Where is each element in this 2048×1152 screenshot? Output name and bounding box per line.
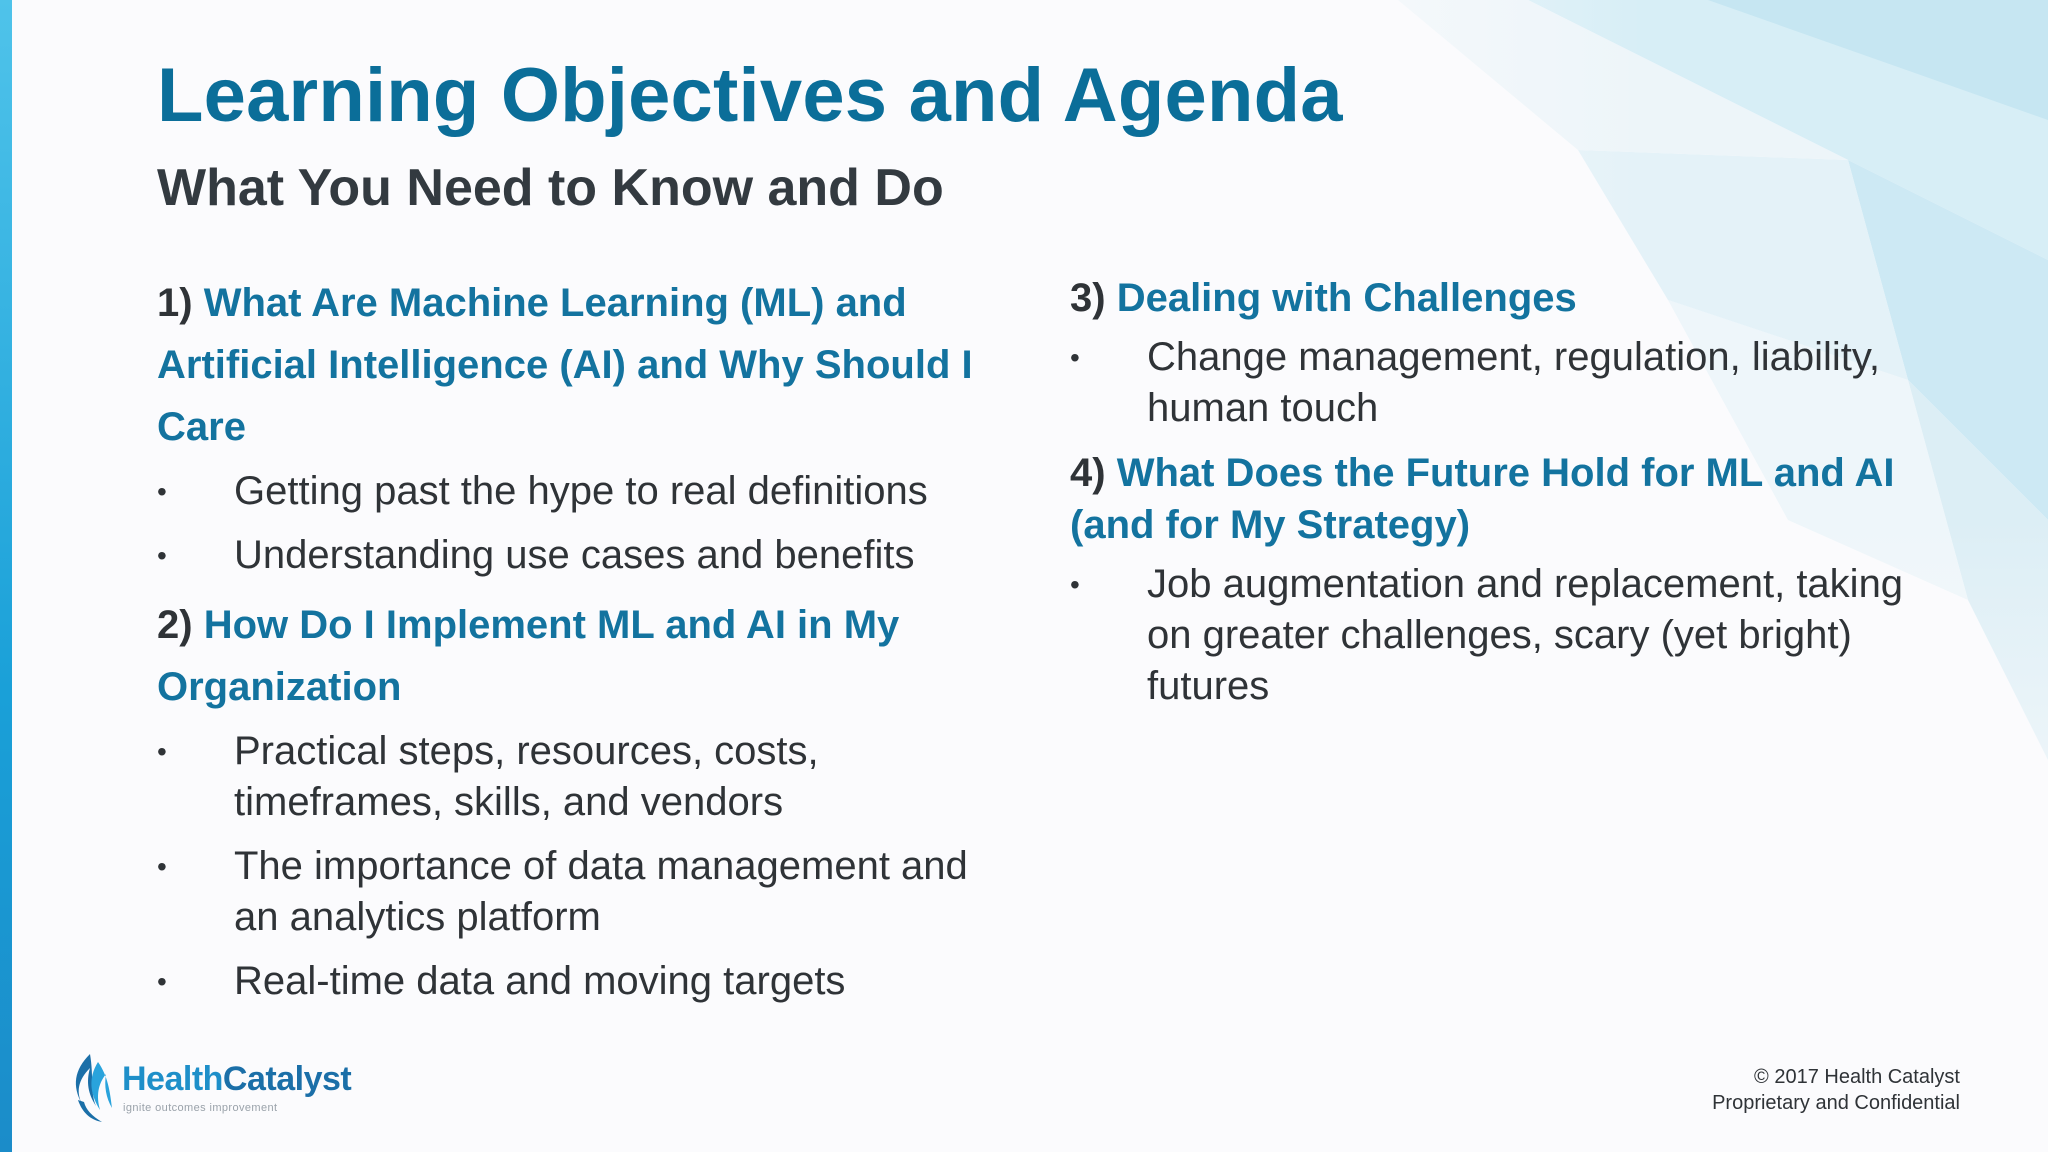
section-title: What Does the Future Hold for ML and AI (and for My Strategy) <box>1070 451 1895 547</box>
bullet-icon: • <box>1070 342 1080 373</box>
section-heading-1 <box>157 272 1007 458</box>
list-item <box>1070 559 1930 712</box>
bullet-text: The importance of data management and an analytics platform <box>234 844 968 939</box>
bullet-icon: • <box>157 851 167 882</box>
bullet-text: Change management, regulation, liability, human touch <box>1147 335 1881 430</box>
section-heading-3 <box>1070 272 1930 324</box>
section-title: What Are Machine Learning (ML) and Artificial Intelligence (AI) and Why Should I Care <box>157 281 973 449</box>
list-item <box>157 841 1007 943</box>
logo-tagline: ignite outcomes improvement <box>123 1102 278 1114</box>
list-item <box>1070 332 1930 434</box>
flame-icon <box>68 1052 116 1124</box>
bullet-list-4 <box>1070 559 1930 712</box>
accent-bar <box>0 0 12 1152</box>
bullet-icon: • <box>157 736 167 767</box>
slide-subtitle: What You Need to Know and Do <box>157 159 944 217</box>
section-heading-4 <box>1070 447 1930 551</box>
footer-notice <box>1712 1064 1960 1116</box>
health-catalyst-logo <box>68 1052 368 1122</box>
logo-wordmark <box>122 1060 351 1099</box>
section-number: 3) <box>1070 276 1117 320</box>
bullet-icon: • <box>157 966 167 997</box>
section-number: 4) <box>1070 451 1117 495</box>
bullet-list-1 <box>157 466 1007 581</box>
list-item <box>157 726 1007 828</box>
bullet-text: Practical steps, resources, costs, timeframes, skills, and vendors <box>234 729 819 824</box>
bullet-text: Job augmentation and replacement, taking on greater challenges, scary (yet bright) futures <box>1147 562 1904 708</box>
list-item <box>157 956 1007 1007</box>
agenda-column-right <box>1070 272 1930 725</box>
section-number: 1) <box>157 281 204 325</box>
bullet-icon: • <box>157 540 167 571</box>
section-number: 2) <box>157 603 204 647</box>
bullet-text: Getting past the hype to real definitions <box>234 469 928 513</box>
section-heading-2 <box>157 594 1007 718</box>
logo-name-catalyst: Catalyst <box>222 1060 352 1098</box>
confidential-text: Proprietary and Confidential <box>1712 1092 1960 1114</box>
list-item <box>157 466 1007 517</box>
bullet-text: Real-time data and moving targets <box>234 959 846 1003</box>
copyright-text: © 2017 Health Catalyst <box>1754 1066 1960 1088</box>
bullet-list-2 <box>157 726 1007 1007</box>
bullet-icon: • <box>1070 569 1080 600</box>
agenda-column-left <box>157 272 1007 1020</box>
list-item <box>157 530 1007 581</box>
section-title: How Do I Implement ML and AI in My Organization <box>157 603 900 709</box>
logo-name-health: Health <box>122 1060 223 1098</box>
bullet-list-3 <box>1070 332 1930 434</box>
bullet-icon: • <box>157 476 167 507</box>
bullet-text: Understanding use cases and benefits <box>234 533 915 577</box>
section-title: Dealing with Challenges <box>1116 276 1577 320</box>
slide-title: Learning Objectives and Agenda <box>157 53 1343 138</box>
